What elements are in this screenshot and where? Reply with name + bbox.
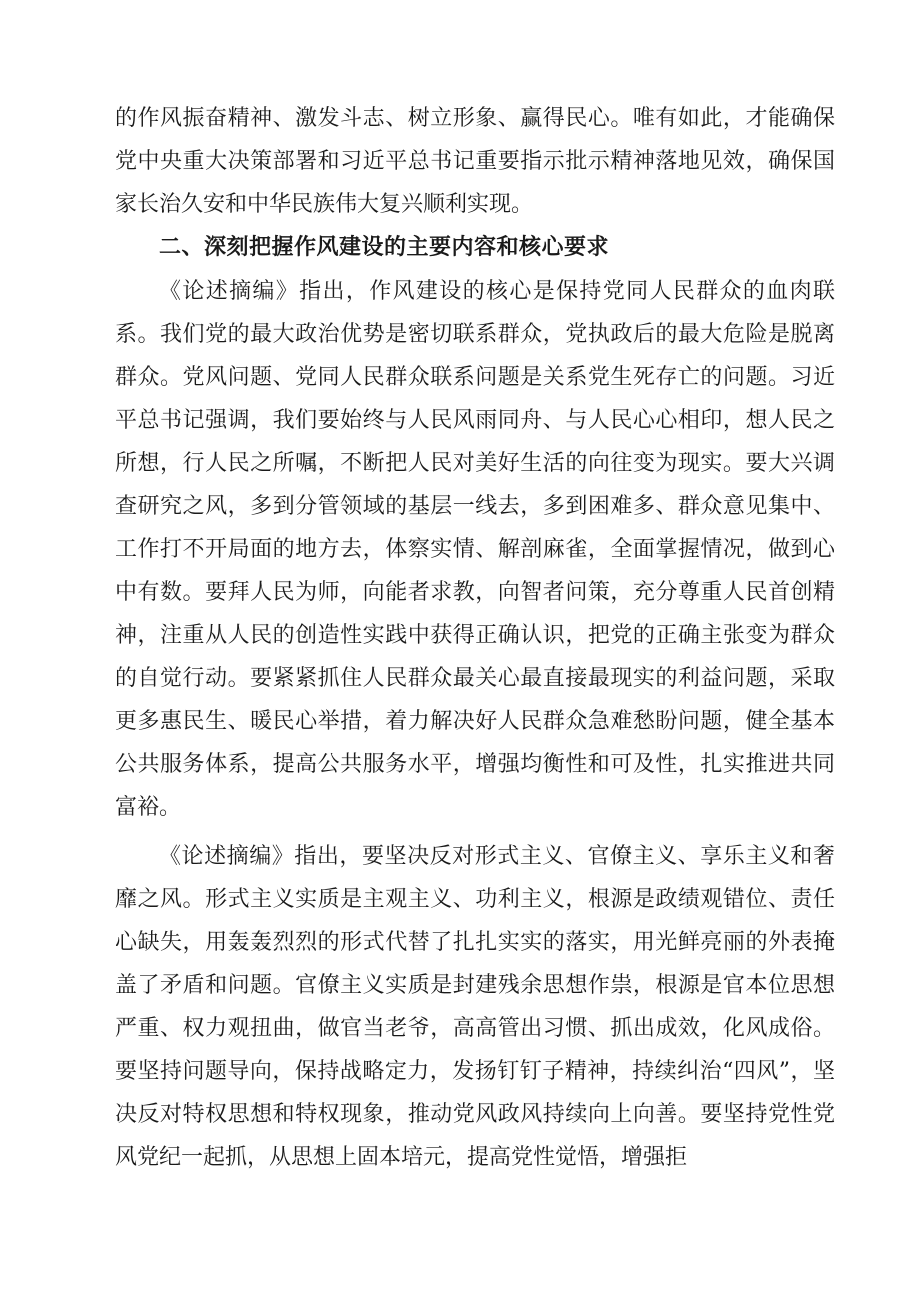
document-body <box>115 97 835 1179</box>
paragraph-style-core: 《论述摘编》指出，作风建设的核心是保持党同人民群众的血肉联系。我们党的最大政治优势是密切联系群众，党执政后的最大危险是脱离群众。党风问题、党同人民群众联系问题是关系党生死存亡的问题。习近平总书记强调，我们要始终与人民风雨同舟、与人民心心相印，想人民之所想，行人民之所嘱，不断把人民对美好生活的向往变为现实。要大兴调查研究之风，多到分管领域的基层一线去，多到困难多、群众意见集中、工作打不开局面的地方去，体察实情、解剖麻雀，全面掌握情况，做到心中有数。要拜人民为师，向能者求教，向智者问策，充分尊重人民首创精神，注重从人民的创造性实践中获得正确认识，把党的正确主张变为群众的自觉行动。要紧紧抓住人民群众最关心最直接最现实的利益问题，采取更多惠民生、暖民心举措，着力解决好人民群众急难愁盼问题，健全基本公共服务体系，提高公共服务水平，增强均衡性和可及性，扎实推进共同富裕。 <box>115 279 835 820</box>
paragraph-continuation: 的作风振奋精神、激发斗志、树立形象、赢得民心。唯有如此，才能确保党中央重大决策部署和习近平总书记重要指示批示精神落地见效，确保国家长治久安和中华民族伟大复兴顺利实现。 <box>115 106 835 217</box>
section-heading: 二、深刻把握作风建设的主要内容和核心要求 <box>159 235 610 260</box>
paragraph-four-winds: 《论述摘编》指出，要坚决反对形式主义、官僚主义、享乐主义和奢靡之风。形式主义实质是主观主义、功利主义，根源是政绩观错位、责任心缺失，用轰轰烈烈的形式代替了扎扎实实的落实，用光鲜亮丽的外表掩盖了矛盾和问题。官僚主义实质是封建残余思想作祟，根源是官本位思想严重、权力观扭曲，做官当老爷，高高管出习惯、抓出成效，化风成俗。要坚持问题导向，保持战略定力，发扬钉钉子精神，持续纠治“四风”，坚决反对特权思想和特权现象，推动党风政风持续向上向善。要坚持党性党风党纪一起抓，从思想上固本培元，提高党性觉悟，增强拒 <box>115 844 835 1170</box>
